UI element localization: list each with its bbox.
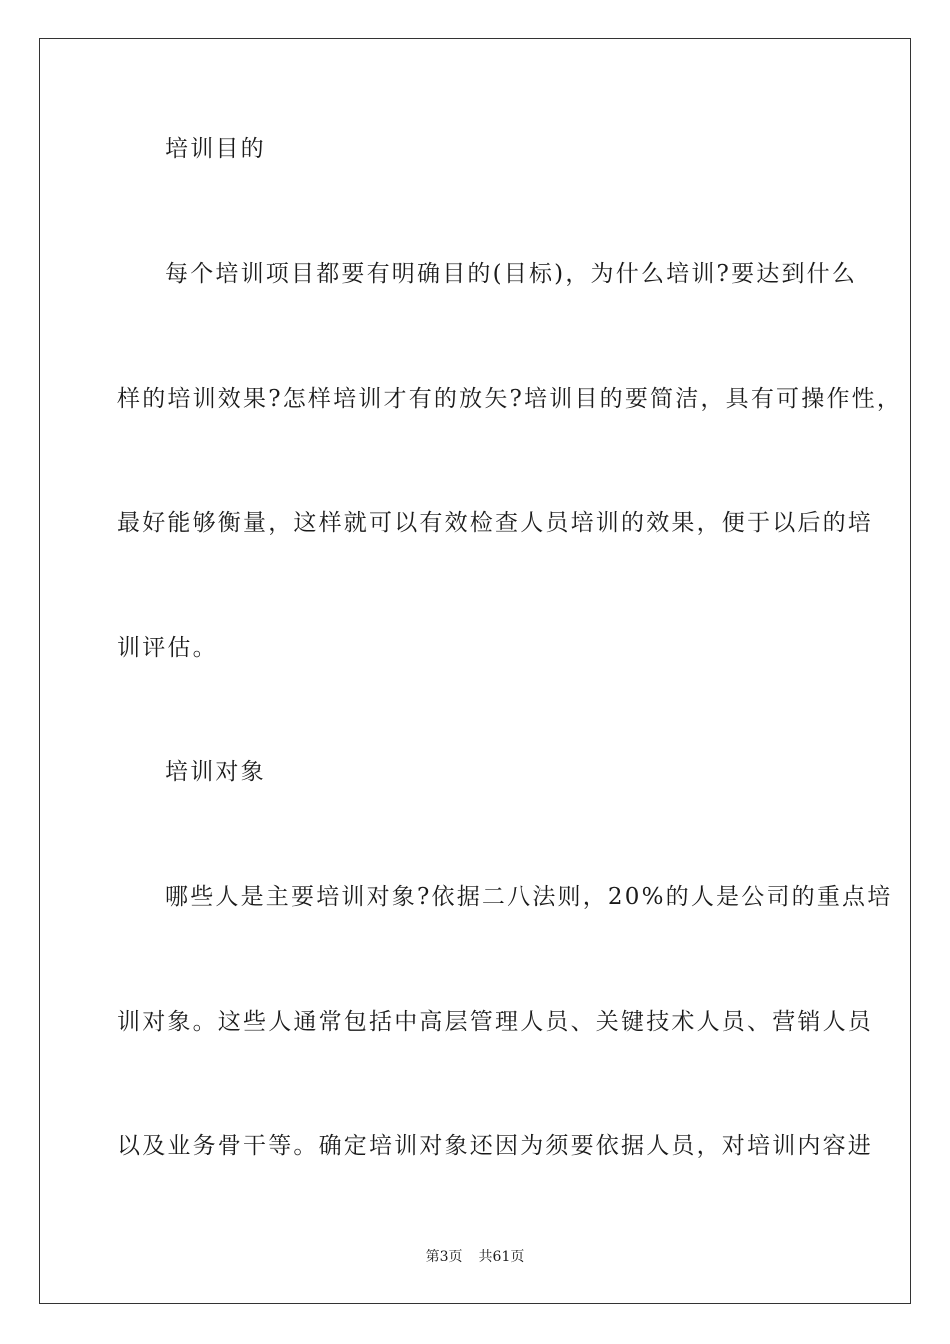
page-border: [39, 38, 911, 1304]
paragraph-line: 训评估。: [117, 635, 218, 661]
paragraph-line: 最好能够衡量，这样就可以有效检查人员培训的效果，便于以后的培: [117, 510, 873, 536]
page-total: 共61页: [478, 1249, 525, 1265]
paragraph-line: 每个培训项目都要有明确目的(目标)，为什么培训?要达到什么: [165, 261, 858, 287]
paragraph-line: 训对象。这些人通常包括中高层管理人员、关键技术人员、营销人员: [117, 1009, 873, 1035]
page-number: 第3页: [425, 1249, 463, 1265]
heading-training-target: 培训对象: [165, 759, 266, 785]
paragraph-line: 哪些人是主要培训对象?依据二八法则，20%的人是公司的重点培: [165, 884, 893, 910]
page-footer: [0, 1248, 950, 1266]
heading-training-purpose: 培训目的: [165, 136, 266, 162]
paragraph-line: 以及业务骨干等。确定培训对象还因为须要依据人员，对培训内容进: [117, 1133, 873, 1159]
paragraph-line: 样的培训效果?怎样培训才有的放矢?培训目的要简洁，具有可操作性，: [117, 386, 903, 412]
